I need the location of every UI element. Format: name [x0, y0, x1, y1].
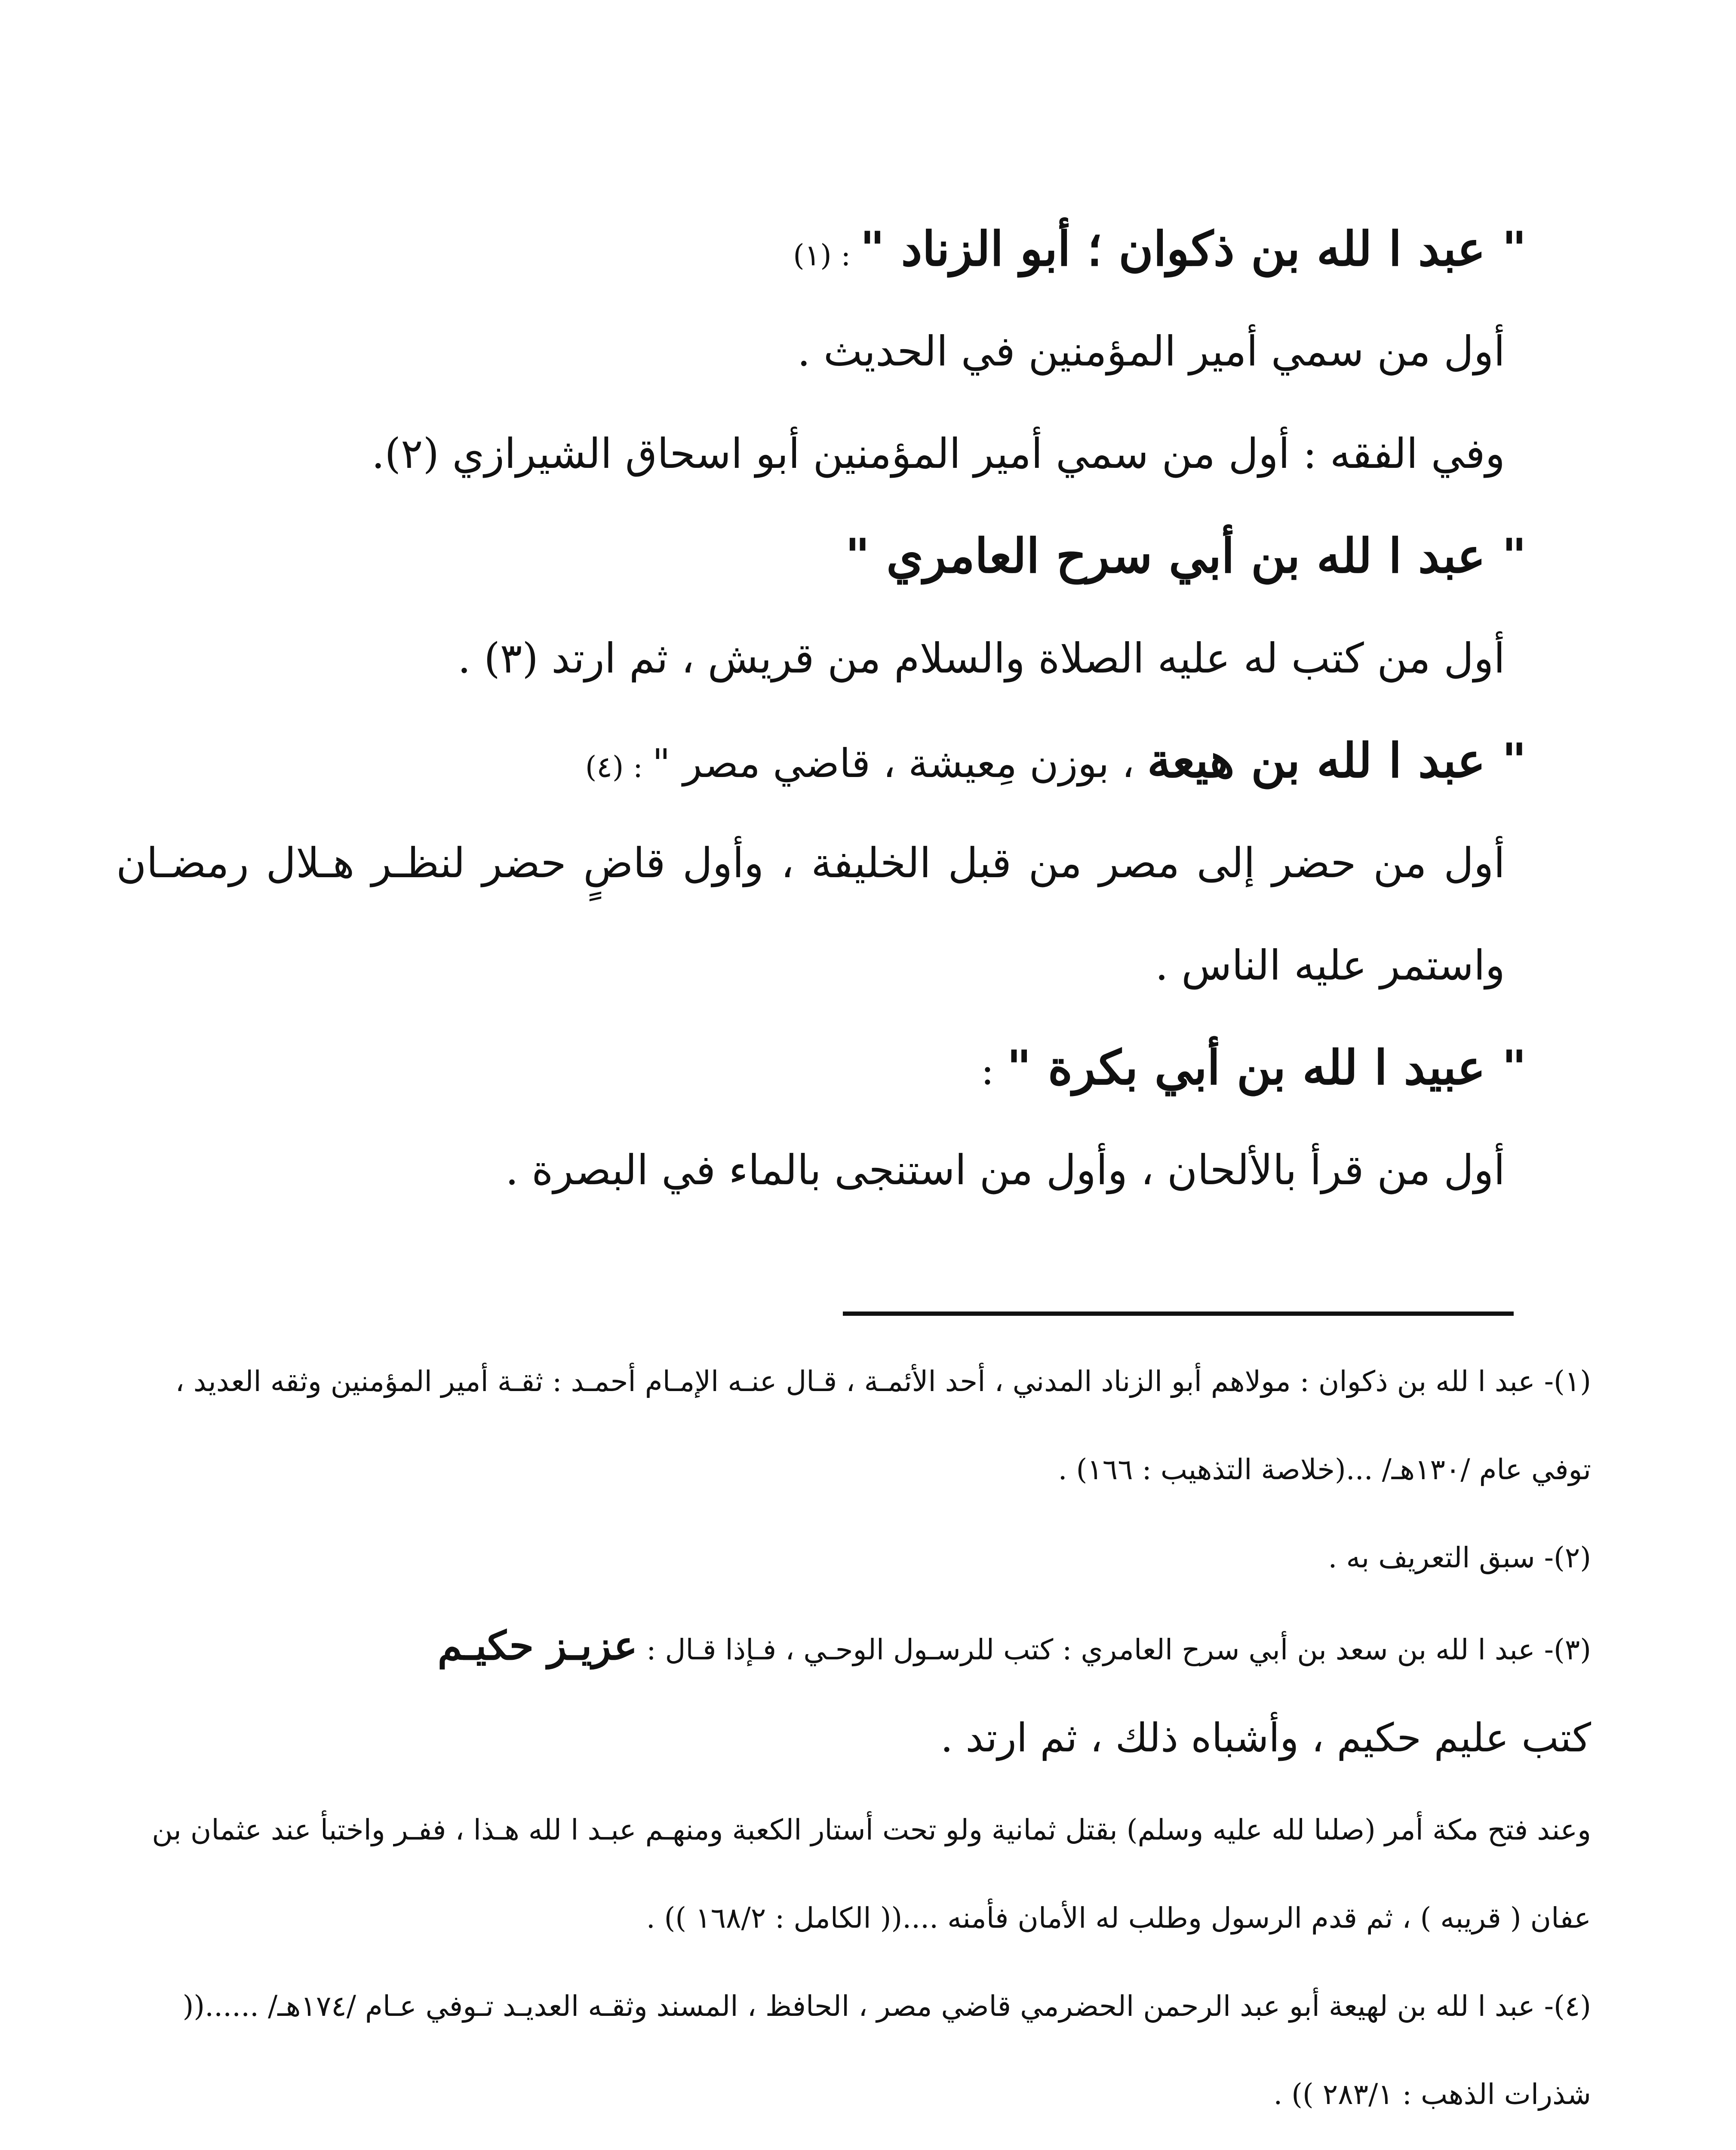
footnote-3: [116, 1602, 1591, 1694]
entry-heading-description: ، بوزن مِعيشة ، قاضي مصر ": [652, 740, 1147, 786]
paragraph-line: أول من كتب له عليه الصلاة والسلام من قريش ، ثم ارتد (٣) .: [458, 634, 1505, 682]
entry-heading: [116, 1017, 1591, 1119]
main-text: [116, 198, 1591, 1221]
footnote-separator: [843, 1312, 1514, 1316]
entry-heading-text: " عبد ا لله بن هيعة: [1147, 733, 1527, 788]
footnote-ref: : (١): [793, 239, 860, 273]
footnote-4: (٤)- عبد ا لله بن لهيعة أبو عبد الرحمن الحضرمي قاضي مصر ، الحافظ ، المسند وثقـه العديـد تـوفي عـام /١٧٤هـ/ ......(( شذرات الذهب : ٢٨٣/١ )) .: [182, 1990, 1591, 2111]
entry-heading-text: " عبد ا لله بن أبي سرح العامري ": [845, 528, 1527, 584]
footnotes: [116, 1337, 1591, 2138]
entry-heading-text: " عبد ا لله بن ذكوان ؛ أبو الزناد ": [860, 221, 1527, 276]
footnote-3-text: (٣)- عبد ا لله بن سعد بن أبي سرح العامري : كتب للرسـول الوحـي ، فـإذا قـال :: [637, 1633, 1591, 1666]
footnote-ref: : (٤): [585, 750, 652, 784]
paragraph-line: وفي الفقه : أول من سمي أمير المؤمنين أبو اسحاق الشيرازي (٢).: [372, 430, 1505, 478]
footnote-1: (١)- عبد ا لله بن ذكوان : مولاهم أبو الزناد المدني ، أحد الأئمـة ، قـال عنـه الإمـام أحمـد : ثقـة أمير المؤمنين وثقه العديد ، توفي عام /١٣٠هـ/ ...(خلاصة التذهيب : ١٦٦) .: [175, 1365, 1591, 1486]
paragraph-line: أول من حضر إلى مصر من قبل الخليفة ، وأول قاضٍ حضر لنظـر هـلال رمضـان واستمر عليه الناس .: [116, 839, 1505, 989]
footnote-3-continuation: [116, 1694, 1591, 1786]
footnote-3-paragraph-2: وعند فتح مكة أمر (صلىا لله عليه وسلم) بقتل ثمانية ولو تحت أستار الكعبة ومنهـم عبـد ا لله هـذا ، ففـر واختبأ عند عثمان بن عفان ( قريبه ) ، ثم قدم الرسول وطلب له الأمان فأمنه ....(( الكامل : ١٦٨/٢ )) .: [152, 1813, 1591, 1935]
paragraph-line: أول من قرأ بالألحان ، وأول من استنجى بالماء في البصرة .: [505, 1146, 1505, 1194]
footnote-3-cont-text: كتب عليم حكيم ، وأشباه ذلك ، ثم ارتد .: [940, 1715, 1591, 1761]
footnote-ref: :: [980, 1047, 1007, 1093]
paragraph-line: أول من سمي أمير المؤمنين في الحديث .: [797, 327, 1505, 375]
entry-heading: [116, 710, 1591, 812]
entry-heading-text: " عبيد ا لله بن أبي بكرة ": [1007, 1040, 1527, 1095]
footnote-3-quote: عزيـز حكيـم: [437, 1622, 638, 1669]
entry-heading: [116, 198, 1591, 300]
footnote-2: (٢)- سبق التعريف به .: [1328, 1541, 1591, 1574]
entry-heading: [116, 505, 1591, 607]
